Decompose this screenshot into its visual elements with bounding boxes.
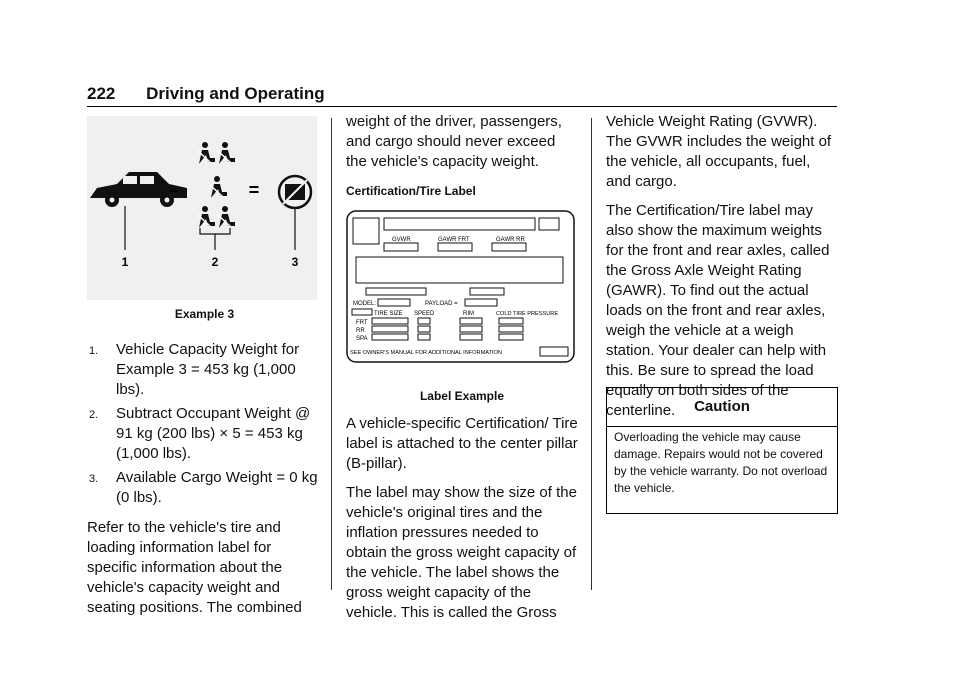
step-list — [87, 340, 322, 508]
column-2-lower — [346, 386, 578, 632]
svg-text:SEE OWNER'S MANUAL FOR ADDITIO: SEE OWNER'S MANUAL FOR ADDITIONAL INFORMATION — [350, 350, 502, 356]
minus-operator: – — [168, 180, 180, 200]
callout-1: 1 — [121, 255, 129, 269]
paragraph: The label may show the size of the vehicle's original tires and the inflation pressures needed to obtain the gross weight capacity of the vehicle. The label shows the gross weight capacity of the vehicle. This is called the Gross — [346, 484, 577, 621]
paragraph: A vehicle-specific Certification/ Tire label is attached to the center pillar (B-pillar). — [346, 415, 578, 472]
paragraph: Vehicle Weight Rating (GVWR). The GVWR includes the weight of the vehicle, all occupants, fuel, and cargo. — [606, 113, 832, 190]
svg-text:SPEED: SPEED — [414, 311, 435, 317]
paragraph: Refer to the vehicle's tire and loading information label for specific information about the vehicle's capacity weight and seating positions. The combined — [87, 519, 302, 616]
paragraph: weight of the driver, passengers, and cargo should never exceed the vehicle's capacity weight. — [346, 113, 562, 170]
svg-text:GAWR FRT: GAWR FRT — [438, 237, 470, 243]
caution-text: Overloading the vehicle may cause damage. Repairs would not be covered by the vehicle warranty. Do not overload the vehicle. — [614, 430, 828, 495]
column-2 — [346, 112, 578, 201]
svg-text:GVWR: GVWR — [392, 237, 411, 243]
list-item: 2. Subtract Occupant Weight @ 91 kg (200 lbs) × 5 = 453 kg (1,000 lbs). — [89, 405, 311, 462]
svg-text:FRT: FRT — [356, 320, 368, 326]
paragraph: The Certification/Tire label may also show the maximum weights for the front and rear axles, called the Gross Axle Weight Rating (GAWR). To find out the actual loads on the front and rear axles, weigh the vehicle at a weigh station. Your dealer can help with this. Be sure to spread the load equally on both sides of the centerline. — [606, 202, 830, 419]
caution-title: Caution — [694, 398, 750, 415]
header-rule — [87, 106, 837, 107]
subheading: Certification/Tire Label — [346, 184, 476, 198]
page-number: 222 — [87, 84, 116, 103]
certification-label-illustration — [346, 210, 576, 365]
caution-box — [606, 387, 838, 514]
callout-2: 2 — [211, 255, 219, 269]
equals-operator: = — [248, 180, 260, 200]
section-title: Driving and Operating — [146, 84, 325, 103]
caution-divider — [607, 426, 837, 427]
column-1 — [87, 304, 322, 627]
svg-text:COLD TIRE PRESSURE: COLD TIRE PRESSURE — [496, 311, 559, 317]
svg-text:RIM: RIM — [463, 311, 474, 317]
occupant-icons — [198, 142, 235, 228]
list-item: 3. Available Cargo Weight = 0 kg (0 lbs). — [89, 469, 318, 506]
column-divider — [591, 118, 592, 590]
list-item: 1. Vehicle Capacity Weight for Example 3 = 453 kg (1,000 lbs). — [89, 341, 300, 398]
example-3-illustration — [87, 116, 317, 300]
svg-text:GAWR RR: GAWR RR — [496, 237, 525, 243]
svg-text:TIRE SIZE: TIRE SIZE — [374, 311, 403, 317]
column-3 — [606, 112, 838, 430]
svg-text:RR: RR — [356, 328, 365, 334]
figure-caption: Example 3 — [174, 307, 235, 321]
no-cargo-icon — [279, 176, 311, 208]
page-header — [87, 84, 325, 104]
figure-caption: Label Example — [419, 389, 505, 403]
svg-text:SPA: SPA — [356, 336, 368, 342]
svg-text:MODEL:: MODEL: — [353, 301, 377, 307]
svg-text:PAYLOAD =: PAYLOAD = — [425, 301, 458, 307]
callout-3: 3 — [291, 255, 299, 269]
column-divider — [331, 118, 332, 590]
